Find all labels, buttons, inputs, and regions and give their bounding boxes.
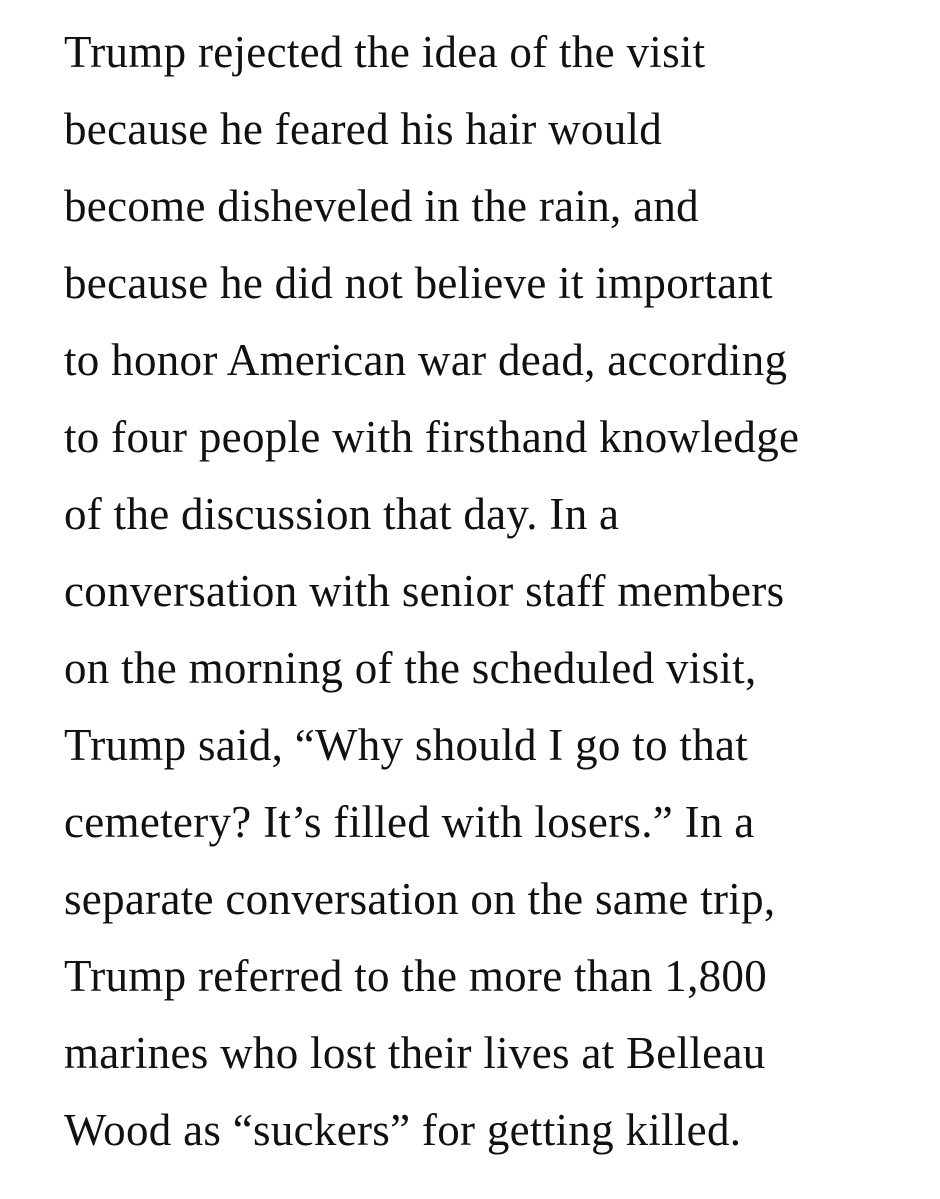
text-line: on the morning of the scheduled visit,	[64, 643, 757, 693]
text-line: Trump said, “Why should I go to that	[64, 720, 749, 770]
text-line: because he did not believe it important	[64, 258, 773, 308]
text-line: of the discussion that day. In a	[64, 489, 620, 539]
text-line: marines who lost their lives at Belleau	[64, 1028, 766, 1078]
text-line: to honor American war dead, according	[64, 335, 788, 385]
text-line: separate conversation on the same trip,	[64, 874, 776, 924]
text-line: Wood as “suckers” for getting killed.	[64, 1105, 742, 1155]
text-line: Trump referred to the more than 1,800	[64, 951, 768, 1001]
text-line: cemetery? It’s filled with losers.” In a	[64, 797, 755, 847]
article-paragraph	[64, 14, 924, 1169]
text-line: because he feared his hair would	[64, 104, 663, 154]
text-line: become disheveled in the rain, and	[64, 181, 699, 231]
text-line: Trump rejected the idea of the visit	[64, 27, 706, 77]
text-line: conversation with senior staff members	[64, 566, 785, 616]
text-line: to four people with firsthand knowledge	[64, 412, 800, 462]
